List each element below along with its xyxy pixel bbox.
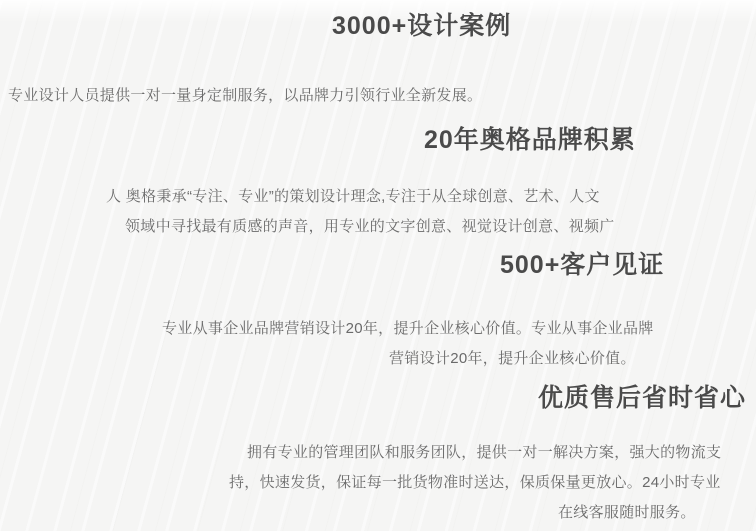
- brand-accumulation-text-line-1: 人 奥格秉承“专注、专业”的策划设计理念,专注于从全球创意、艺术、人文: [106, 188, 600, 205]
- after-sales-text-line-2: 持，快速发货，保证每一批货物准时送达，保质保量更放心。24小时专业: [229, 474, 721, 491]
- heading-design-cases: 3000+设计案例: [332, 12, 512, 40]
- after-sales-text-line-1: 拥有专业的管理团队和服务团队，提供一对一解决方案，强大的物流支: [247, 444, 722, 461]
- heading-client-testimonials: 500+客户见证: [500, 251, 665, 279]
- client-testimonials-text-line-1: 专业从事企业品牌营销设计20年，提升企业核心价值。专业从事企业品牌: [162, 320, 654, 337]
- after-sales-text-line-3: 在线客服随时服务。: [558, 504, 696, 521]
- heading-after-sales-service: 优质售后省时省心: [538, 384, 747, 412]
- brand-accumulation-text-line-2: 领域中寻找最有质感的声音，用专业的文字创意、视觉设计创意、视频广: [125, 218, 615, 235]
- client-testimonials-text-line-2: 营销设计20年，提升企业核心价值。: [389, 350, 636, 367]
- heading-brand-accumulation: 20年奥格品牌积累: [424, 126, 636, 154]
- design-cases-text-line: 专业设计人员提供一对一量身定制服务，以品牌力引领行业全新发展。: [8, 87, 483, 104]
